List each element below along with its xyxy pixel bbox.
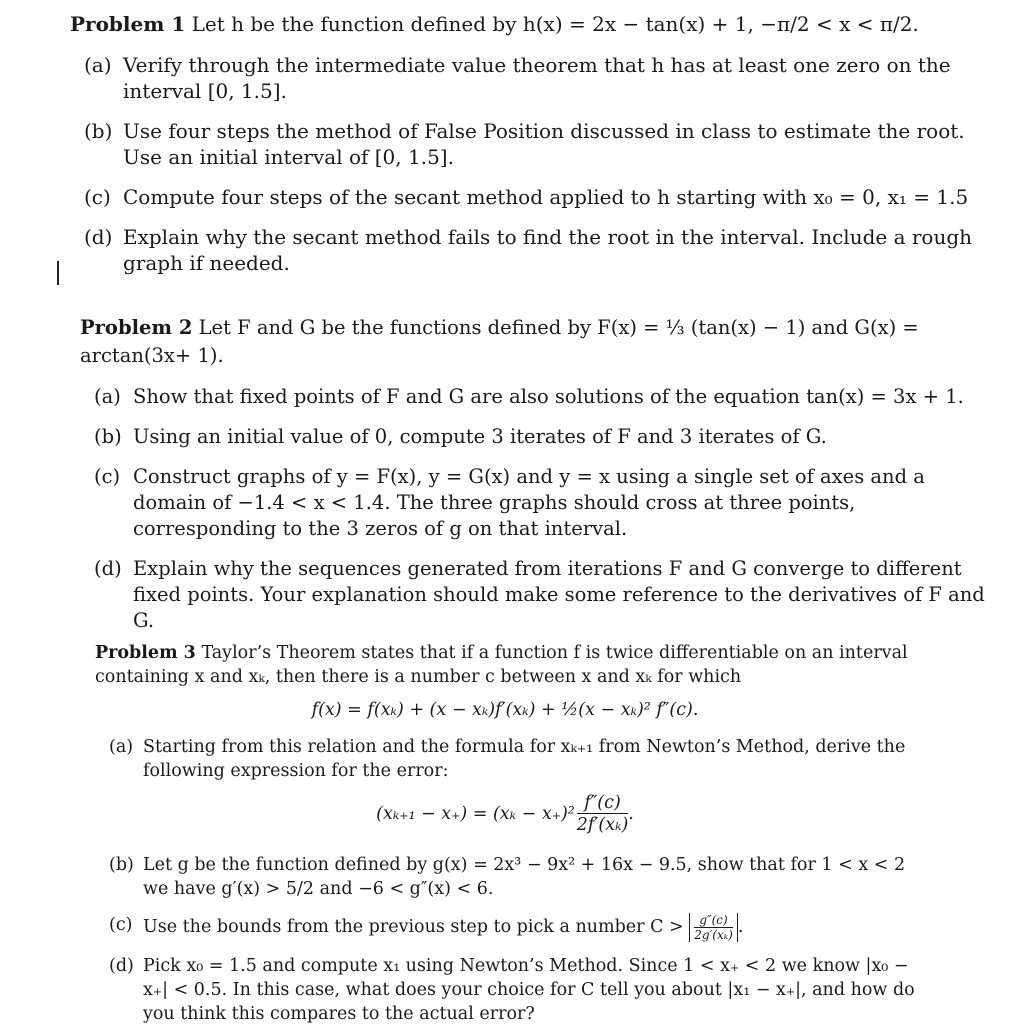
part-text: Let g be the function defined by g(x) = 2x³ − 9x² + 16x − 9.5, show that for 1 < x < 2 we have g′(x) > 5/2 and −6 < g″(x) < 6.	[143, 855, 906, 899]
bound-denominator: 2g′(xₖ)	[694, 928, 733, 942]
part-label: (b)	[94, 425, 122, 448]
bound-numerator: g″(c)	[694, 913, 733, 928]
part-label: (d)	[94, 557, 122, 580]
bound-end: .	[737, 917, 744, 937]
part-label: (b)	[84, 119, 113, 143]
part-label: (a)	[84, 53, 112, 77]
part-text: Compute four steps of the secant method applied to h starting with x₀ = 0, x₁ = 1.5	[123, 185, 969, 209]
problem-3-part-a	[95, 735, 915, 783]
part-label: (d)	[84, 225, 113, 249]
part-text: Construct graphs of y = F(x), y = G(x) and y = x using a single set of axes and a domain of −1.4 < x < 1.4. The three graphs should cross at three points, corresponding to the 3 zeros of g on that interval.	[133, 465, 925, 540]
part-text: Show that fixed points of F and G are also solutions of the equation tan(x) = 3x + 1.	[133, 385, 964, 408]
part-text: Explain why the secant method fails to find the root in the interval. Include a rough graph if needed.	[123, 225, 973, 275]
problem-3-heading	[95, 641, 915, 689]
text-cursor	[57, 261, 59, 285]
part-text: Use four steps the method of False Position discussed in class to estimate the root. Use an initial interval of [0, 1.5].	[123, 119, 965, 169]
problem-3	[95, 641, 915, 1026]
problem-1-part-b	[70, 118, 1000, 170]
problem-1	[70, 10, 1000, 276]
problem-1-part-d	[70, 224, 1000, 276]
problem-2-part-a	[80, 384, 995, 410]
error-equation	[95, 793, 915, 841]
problem-1-heading	[70, 10, 1000, 38]
problem-2-intro: Let F and G be the functions defined by F(x) = ⅓ (tan(x) − 1) and G(x) = arctan(3x+ 1).	[80, 316, 919, 367]
problem-2-label: Problem 2	[80, 316, 193, 339]
problem-2	[80, 314, 995, 634]
part-text: Pick x₀ = 1.5 and compute x₁ using Newton’s Method. Since 1 < x₊ < 2 we know |x₀ − x₊| < 0.5. In this case, what does your choice for C tell you about |x₁ − x₊|, and how do you think this compares to the actual error?	[143, 956, 915, 1024]
part-label: (c)	[84, 185, 111, 209]
problem-2-part-b	[80, 424, 995, 450]
problem-3-part-c	[95, 913, 915, 942]
error-fraction	[577, 793, 629, 836]
error-lhs: (xₖ₊₁ − x₊) = (xₖ − x₊)²	[376, 804, 575, 824]
error-denominator: 2f′(xₖ)	[576, 815, 629, 835]
bound-fraction	[689, 913, 738, 942]
problem-1-part-c	[70, 184, 1000, 210]
problem-1-label: Problem 1	[70, 12, 186, 36]
error-end: .	[628, 804, 634, 824]
part-text: Using an initial value of 0, compute 3 iterates of F and 3 iterates of G.	[133, 425, 827, 448]
problem-1-part-a	[70, 52, 1000, 104]
problem-1-intro: Let h be the function defined by h(x) = 2x − tan(x) + 1, −π/2 < x < π/2.	[191, 12, 919, 36]
problem-2-part-d	[80, 556, 995, 634]
part-label: (c)	[94, 465, 121, 488]
error-numerator: f″(c)	[577, 793, 629, 814]
part-label: (d)	[109, 956, 134, 976]
problem-2-part-c	[80, 464, 995, 542]
part-text: Verify through the intermediate value theorem that h has at least one zero on the interval [0, 1.5].	[123, 53, 951, 103]
part-label: (c)	[109, 915, 133, 935]
part-text: Starting from this relation and the formula for xₖ₊₁ from Newton’s Method, derive the following expression for the error:	[143, 737, 906, 781]
problem-3-part-b	[95, 853, 915, 901]
part-text: Use the bounds from the previous step to pick a number C >	[143, 917, 684, 937]
problem-3-label: Problem 3	[95, 643, 196, 663]
part-label: (a)	[94, 385, 121, 408]
part-label: (b)	[109, 855, 134, 875]
taylor-equation: f(x) = f(xₖ) + (x − xₖ)f′(xₖ) + ½(x − xₖ)² f″(c).	[311, 700, 699, 720]
problem-2-heading	[80, 314, 995, 370]
part-text: Explain why the sequences generated from iterations F and G converge to different fixed points. Your explanation should make some reference to the derivatives of F and G.	[133, 557, 985, 632]
problem-3-intro: Taylor’s Theorem states that if a function f is twice differentiable on an interval containing x and xₖ, then there is a number c between x and xₖ for which	[95, 643, 908, 687]
problem-3-part-d	[95, 954, 915, 1026]
part-label: (a)	[109, 737, 134, 757]
